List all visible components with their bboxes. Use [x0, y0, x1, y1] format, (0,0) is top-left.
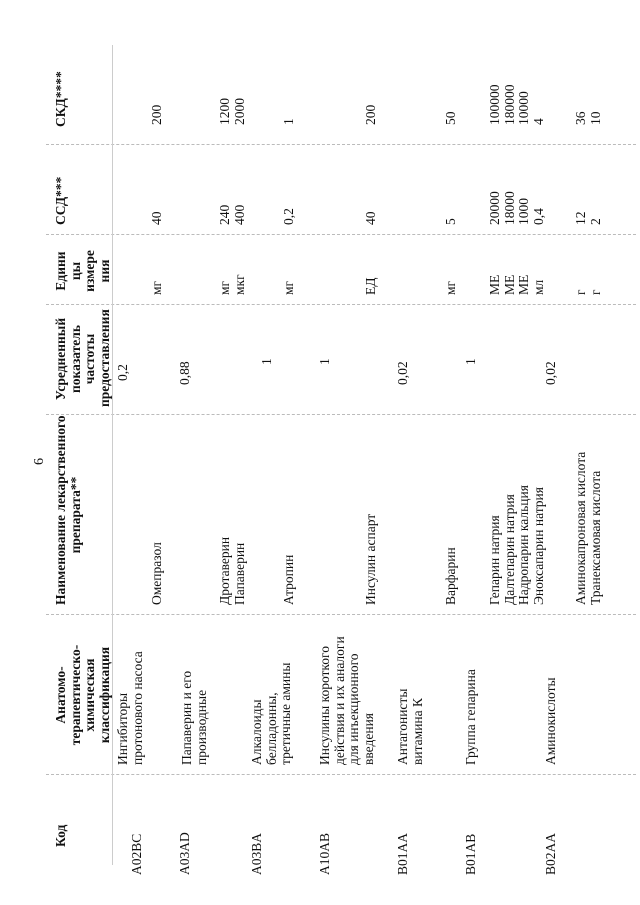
row-frequency: 0,88: [177, 361, 192, 385]
row-atc: Инсулины короткого действия и их аналоги для инъекционного введения: [317, 636, 376, 765]
row-ssd: 240 400: [217, 204, 247, 225]
row-code: A10AB: [317, 832, 332, 875]
row-drug: Атропин: [281, 554, 296, 605]
header-skd: СКД****: [53, 71, 68, 127]
row-drug: Дротаверин Папаверин: [217, 536, 247, 605]
row-ssd: 12 2: [573, 211, 603, 225]
page-number: 6: [32, 458, 47, 465]
row-code: B01AA: [395, 832, 410, 875]
row-frequency: 1: [317, 358, 332, 365]
row-unit: МЕ МЕ МЕ мл: [487, 274, 546, 295]
row-drug: Омепразол: [149, 542, 164, 605]
row-atc: Группа гепарина: [463, 669, 478, 765]
row-code: B02AA: [543, 832, 558, 875]
row-atc: Папаверин и его производные: [179, 670, 209, 765]
row-frequency: 0,2: [115, 364, 130, 381]
row-atc: Антагонисты витамина К: [395, 688, 425, 765]
row-code: A03BA: [249, 832, 264, 875]
row-skd: 200: [149, 104, 164, 125]
row-unit: мг: [149, 280, 164, 295]
row-skd: 200: [363, 104, 378, 125]
row-frequency: 1: [463, 358, 478, 365]
row-unit: мг мкг: [217, 274, 247, 295]
header-frequency: Усредненный показатель частоты предоставления: [53, 309, 112, 407]
row-ssd: 5: [443, 218, 458, 225]
row-atc: Аминокислоты: [543, 677, 558, 765]
row-drug: Аминокапроновая кислота Транексамовая кислота: [573, 451, 603, 605]
row-frequency: 1: [259, 358, 274, 365]
row-drug: Варфарин: [443, 547, 458, 605]
row-atc: Ингибиторы протонового насоса: [115, 651, 145, 765]
row-skd: 1: [281, 118, 296, 125]
header-drug: Наименование лекарственного препарата**: [53, 415, 83, 605]
row-skd: 100000 180000 10000 4: [487, 84, 546, 125]
column-divider: [46, 234, 636, 235]
row-drug: Инсулин аспарт: [363, 513, 378, 605]
row-frequency: 0,02: [543, 361, 558, 385]
row-code: A02BC: [129, 833, 144, 875]
row-ssd: 20000 18000 1000 0,4: [487, 191, 546, 225]
header-units: Едини цы измере ния: [53, 250, 112, 292]
row-unit: г г: [573, 289, 603, 295]
column-divider: [46, 144, 636, 145]
column-divider: [46, 304, 636, 305]
header-code: Код: [53, 824, 68, 847]
column-divider: [46, 414, 636, 415]
row-ssd: 0,2: [281, 208, 296, 225]
header-ssd: ССД***: [53, 176, 68, 225]
row-unit: мг: [281, 280, 296, 295]
column-divider: [46, 774, 636, 775]
header-atc: Анатомо- терапевтическо- химическая классификация: [53, 644, 112, 746]
row-drug: Гепарин натрия Далтепарин натрия Надропарин кальция Эноксапарин натрия: [487, 485, 546, 605]
header-divider: [112, 45, 113, 865]
row-skd: 50: [443, 111, 458, 125]
row-unit: ЕД: [363, 277, 378, 295]
column-divider: [46, 614, 636, 615]
row-ssd: 40: [363, 211, 378, 225]
row-skd: 1200 2000: [217, 98, 247, 125]
row-unit: мг: [443, 280, 458, 295]
row-skd: 36 10: [573, 111, 603, 125]
row-code: A03AD: [177, 832, 192, 875]
row-code: B01AB: [463, 833, 478, 875]
row-ssd: 40: [149, 211, 164, 225]
row-frequency: 0,02: [395, 361, 410, 385]
row-atc: Алкалоиды белладонны, третичные амины: [249, 662, 293, 765]
